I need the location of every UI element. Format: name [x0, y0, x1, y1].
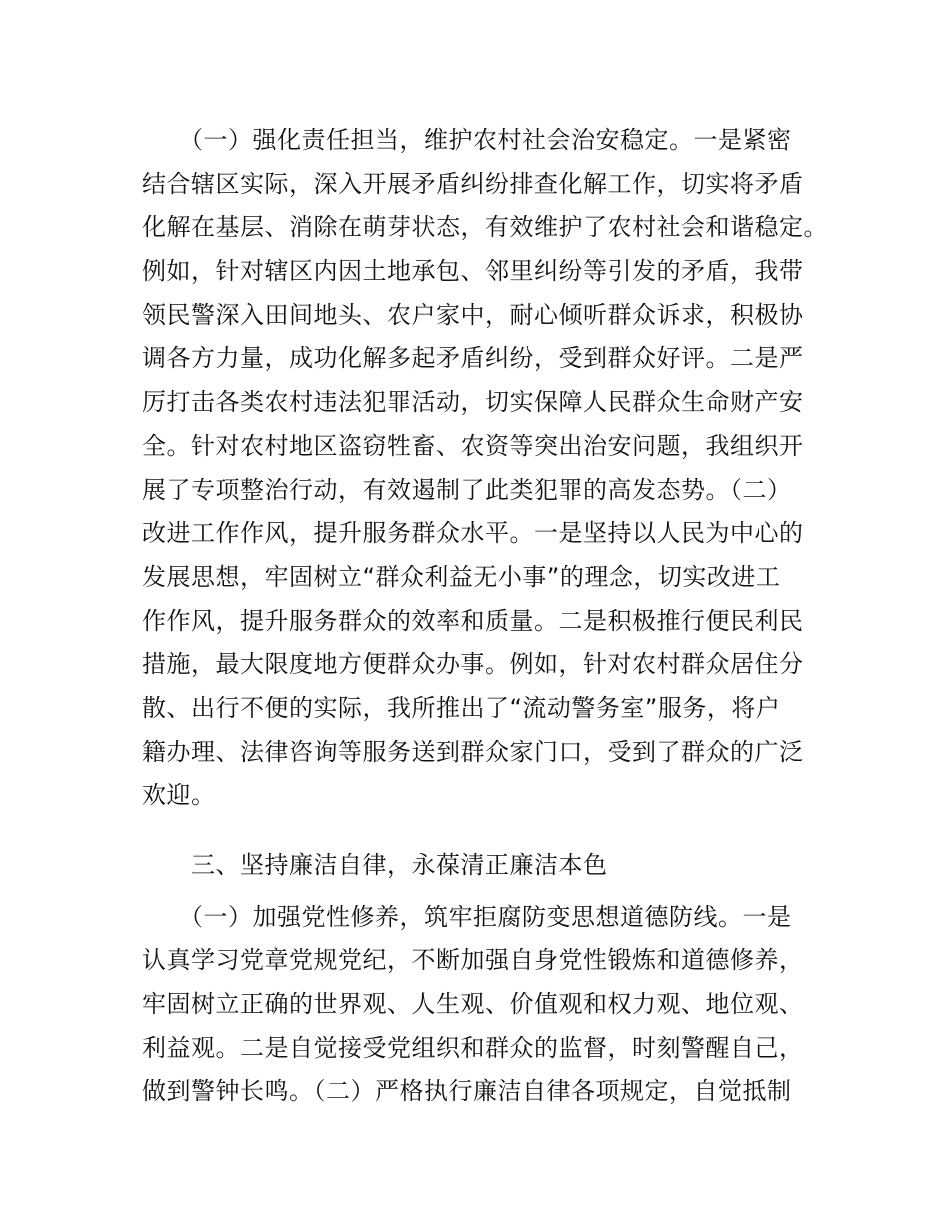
text-line: 全。针对农村地区盗窃牲畜、农资等突出治安问题，我组织开 [142, 431, 804, 460]
text-line: 做到警钟长鸣。（二）严格执行廉洁自律各项规定，自觉抵制 [142, 1077, 792, 1106]
text-line: （一）强化责任担当，维护农村社会治安稳定。一是紧密 [142, 126, 792, 154]
text-line: 例如，针对辖区内因土地承包、邻里纠纷等引发的矛盾，我带 [142, 257, 804, 286]
paragraph-section-one [142, 119, 828, 818]
text-line: 籍办理、法律咨询等服务送到群众家门口，受到了群众的广泛 [142, 737, 804, 766]
text-line: 欢迎。 [142, 781, 216, 810]
text-line: 措施，最大限度地方便群众办事。例如，针对农村群众居住分 [142, 650, 804, 679]
text-line: 厉打击各类农村违法犯罪活动，切实保障人民群众生命财产安 [142, 388, 804, 417]
text-line: 发展思想，牢固树立“群众利益无小事”的理念，切实改进工 [142, 562, 781, 591]
text-line: 作作风，提升服务群众的效率和质量。二是积极推行便民利民 [142, 606, 804, 635]
text-line: 结合辖区实际，深入开展矛盾纠纷排查化解工作，切实将矛盾 [142, 169, 804, 198]
text-line: 利益观。二是自觉接受党组织和群众的监督，时刻警醒自己， [142, 1033, 804, 1062]
section-heading: 三、坚持廉洁自律，永葆清正廉洁本色 [142, 851, 608, 879]
text-line: 展了专项整治行动，有效遏制了此类犯罪的高发态势。（二） [142, 475, 792, 504]
text-line: 认真学习党章党规党纪，不断加强自身党性锻炼和道德修养， [142, 946, 804, 975]
text-line: 调各方力量，成功化解多起矛盾纠纷，受到群众好评。二是严 [142, 344, 804, 373]
text-line: 领民警深入田间地头、农户家中，耐心倾听群众诉求，积极协 [142, 300, 804, 329]
text-line: 牢固树立正确的世界观、人生观、价值观和权力观、地位观、 [142, 990, 804, 1019]
paragraph-section-three [142, 844, 822, 1114]
text-line: 改进工作作风，提升服务群众水平。一是坚持以人民为中心的 [142, 519, 804, 548]
text-line: 化解在基层、消除在萌芽状态，有效维护了农村社会和谐稳定。 [142, 213, 828, 242]
text-line: （一）加强党性修养，筑牢拒腐防变思想道德防线。一是 [142, 902, 792, 931]
text-line: 散、出行不便的实际，我所推出了“流动警务室”服务，将户 [142, 693, 781, 722]
